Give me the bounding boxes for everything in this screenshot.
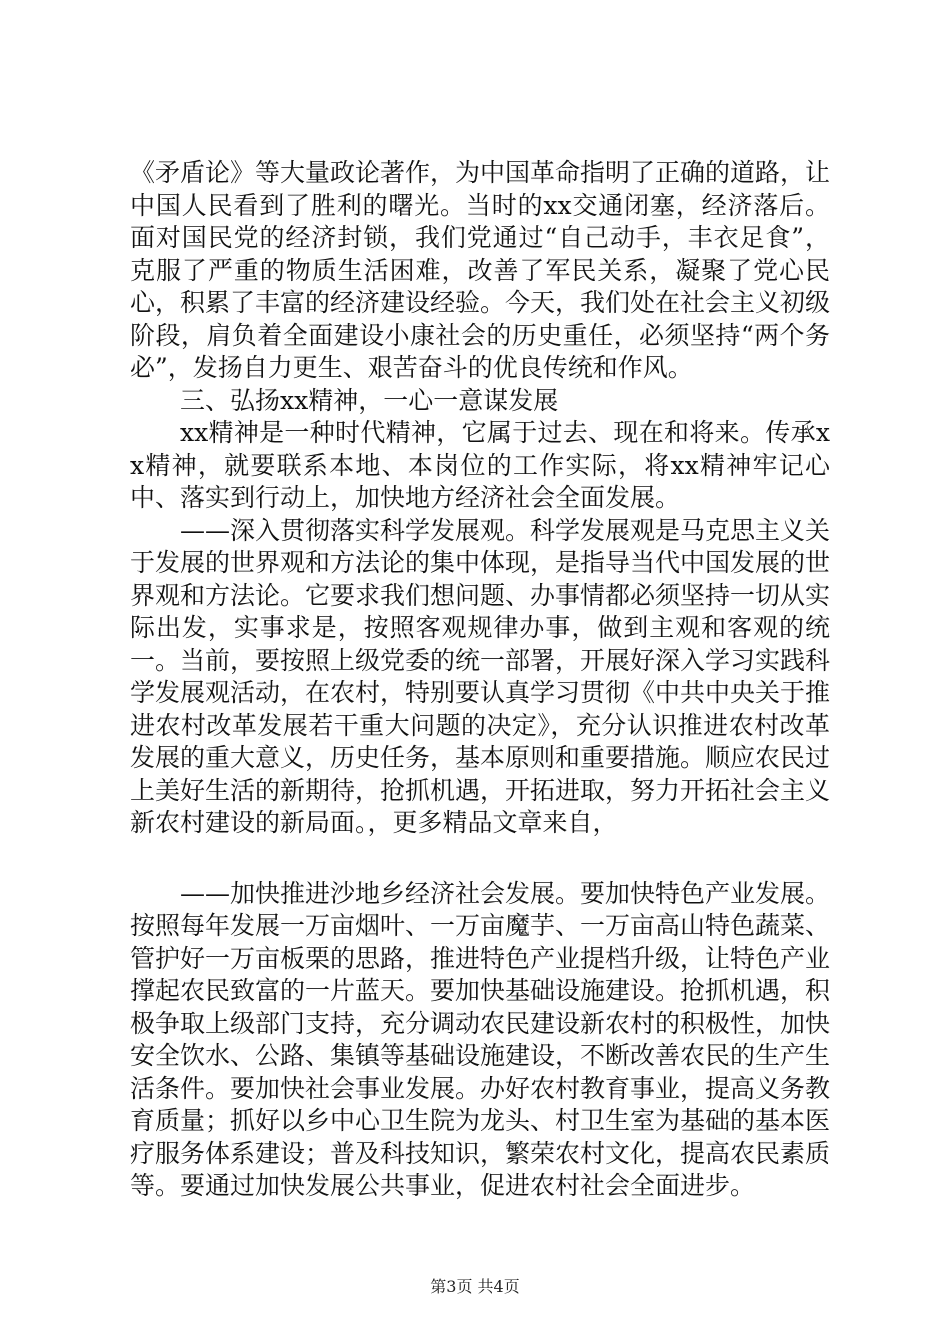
page-number-footer: 第3页 共4页 <box>430 1277 520 1296</box>
section-heading: 三、弘扬xx精神，一心一意谋发展 <box>180 385 559 415</box>
paragraph-local-development: ——加快推进沙地乡经济社会发展。要加快特色产业发展。按照每年发展一万亩烟叶、一万亩魔芋、一万亩高山特色蔬菜、管护好一万亩板栗的思路，推进特色产业提档升级，让特色产业撑起农民致富的一片蓝天。要加快基础设施建设。抢抓机遇，积极争取上级部门支持，充分调动农民建设新农村的积极性，加快安全饮水、公路、集镇等基础设施建设，不断改善农民的生产生活条件。要加快社会事业发展。办好农村教育事业，提高义务教育质量；抓好以乡中心卫生院为龙头、村卫生室为基础的基本医疗服务体系建设；普及科技知识，繁荣农村文化，提高农民素质等。要通过加快发展公共事业，促进农村社会全面进步。 <box>130 878 831 1200</box>
paragraph-scientific-development: ——深入贯彻落实科学发展观。科学发展观是马克思主义关于发展的世界观和方法论的集中体现，是指导当代中国发展的世界观和方法论。它要求我们想问题、办事情都必须坚持一切从实际出发，实事求是，按照客观规律办事，做到主观和客观的统一。当前，要按照上级党委的统一部署，开展好深入学习实践科学发展观活动，在农村，特别要认真学习贯彻《中共中央关于推进农村改革发展若干重大问题的决定》，充分认识推进农村改革发展的重大意义，历史任务，基本原则和重要措施。顺应农民过上美好生活的新期待，抢抓机遇，开拓进取，努力开拓社会主义新农村建设的新局面。，更多精品文章来自， <box>130 515 831 837</box>
paragraph-continuation: 《矛盾论》等大量政论著作，为中国革命指明了正确的道路，让中国人民看到了胜利的曙光。当时的xx交通闭塞，经济落后。面对国民党的经济封锁，我们党通过“自己动手，丰衣足食”，克服了严重的物质生活困难，改善了军民关系，凝聚了党心民心，积累了丰富的经济建设经验。今天，我们处在社会主义初级阶段，肩负着全面建设小康社会的历史重任，必须坚持“两个务必”，发扬自力更生、艰苦奋斗的优良传统和作风。 <box>130 158 831 382</box>
document-body <box>130 157 830 1203</box>
paragraph-spirit: xx精神是一种时代精神，它属于过去、现在和将来。传承xx精神，就要联系本地、本岗位的工作实际，将xx精神牢记心中、落实到行动上，加快地方经济社会全面发展。 <box>130 418 830 512</box>
paragraph-gap <box>130 840 830 878</box>
